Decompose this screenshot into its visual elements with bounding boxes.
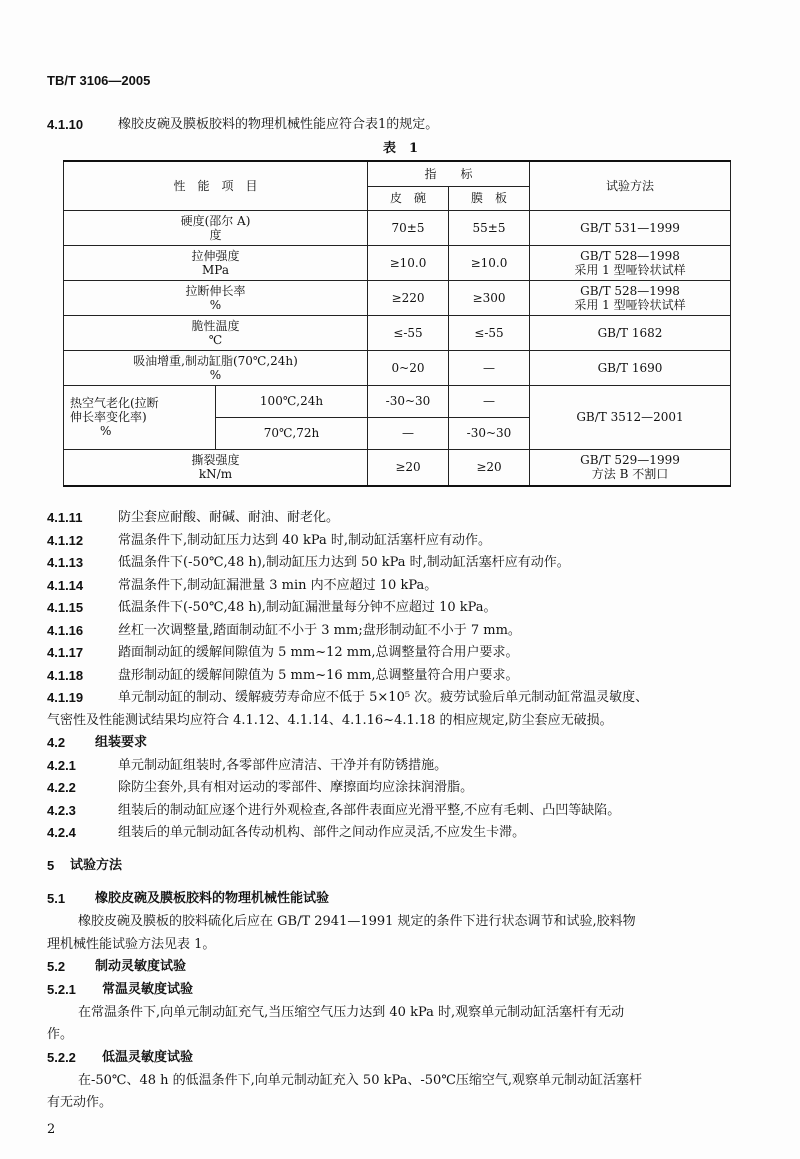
- unit: ℃: [208, 332, 223, 347]
- unit: kN/m: [198, 467, 233, 482]
- unit: %: [100, 424, 112, 438]
- paragraph: 在常温条件下,向单元制动缸充气,当压缩空气压力达到 40 kPa 时,观察单元制动缸活塞杆有无动: [78, 1005, 625, 1020]
- plate-value: -30~30: [449, 417, 530, 449]
- method: GB/T 3512—2001: [530, 385, 731, 449]
- clause-text: 防尘套应耐酸、耐碱、耐油、耐老化。: [118, 510, 340, 525]
- method: GB/T 1682: [597, 325, 663, 340]
- paragraph: 有无动作。: [47, 1095, 113, 1110]
- table-row: [64, 315, 731, 350]
- section-title: 橡胶皮碗及膜板胶料的物理机械性能试验: [95, 891, 330, 906]
- paragraph: 理机械性能试验方法见表 1。: [47, 937, 216, 952]
- cup-value: 0~20: [368, 350, 449, 385]
- clause-number: 4.1.18: [47, 668, 84, 683]
- section-title: 制动灵敏度试验: [95, 959, 187, 974]
- paragraph: 橡胶皮碗及膜板的胶料硫化后应在 GB/T 2941—1991 规定的条件下进行状态调节和试验,胶料物: [78, 914, 636, 929]
- table-row: [64, 210, 731, 245]
- unit: %: [209, 297, 222, 312]
- method: GB/T 529—1999: [580, 453, 680, 468]
- unit: 度: [209, 227, 222, 242]
- clause-text: 组装后的制动缸应逐个进行外观检查,各部件表面应光滑平整,不应有毛刺、凸凹等缺陷。: [118, 803, 621, 818]
- section-title: 低温灵敏度试验: [102, 1050, 194, 1065]
- standard-header: TB/T 3106—2005: [47, 73, 151, 88]
- section-title: 试验方法: [70, 858, 123, 873]
- section-number: 5.2.1: [47, 982, 76, 997]
- cup-value: —: [368, 417, 449, 449]
- header-plate: 膜 板: [449, 186, 530, 210]
- table-row: [64, 350, 731, 385]
- plate-value: —: [449, 350, 530, 385]
- cup-value: 70±5: [368, 210, 449, 245]
- clause-number: 4.1.19: [47, 690, 84, 705]
- item: 热空气老化(拉断: [70, 396, 159, 410]
- clause-number: 4.2.4: [47, 825, 76, 840]
- clause-text: 低温条件下(-50℃,48 h),制动缸压力达到 50 kPa 时,制动缸活塞杆应有动作。: [118, 555, 570, 570]
- unit: MPa: [202, 262, 229, 277]
- paragraph: 在-50℃、48 h 的低温条件下,向单元制动缸充入 50 kPa、-50℃压缩空气,观察单元制动缸活塞杆: [78, 1073, 642, 1088]
- plate-value: —: [449, 385, 530, 417]
- plate-value: ≥300: [449, 280, 530, 315]
- clause-text: 常温条件下,制动缸漏泄量 3 min 内不应超过 10 kPa。: [118, 578, 438, 593]
- table-row: [64, 449, 731, 486]
- clause-text: 单元制动缸的制动、缓解疲劳寿命应不低于 5×10⁵ 次。疲劳试验后单元制动缸常温灵敏度、: [118, 690, 649, 705]
- properties-table: [63, 160, 731, 487]
- header-index: 指 标: [368, 161, 530, 186]
- page-number: 2: [47, 1122, 56, 1137]
- cup-value: ≥220: [368, 280, 449, 315]
- section-title: 组装要求: [95, 735, 148, 750]
- clause-text: 组装后的单元制动缸各传动机构、部件之间动作应灵活,不应发生卡滞。: [118, 825, 526, 840]
- clause-text: 除防尘套外,具有相对运动的零部件、摩擦面均应涂抹润滑脂。: [118, 780, 474, 795]
- clause-text: 盘形制动缸的缓解间隙值为 5 mm~16 mm,总调整量符合用户要求。: [118, 668, 519, 683]
- clause-text: 常温条件下,制动缸压力达到 40 kPa 时,制动缸活塞杆应有动作。: [118, 533, 491, 548]
- clause-number: 4.1.10: [47, 117, 84, 132]
- unit: %: [209, 367, 222, 382]
- clause-number: 4.1.13: [47, 555, 84, 570]
- method: GB/T 531—1999: [580, 220, 680, 235]
- plate-value: 55±5: [449, 210, 530, 245]
- section-number: 5.2: [47, 959, 66, 974]
- condition: 70℃,72h: [216, 417, 368, 449]
- item: 撕裂强度: [191, 453, 240, 468]
- plate-value: ≤-55: [449, 315, 530, 350]
- header-item: 性 能 项 目: [64, 161, 368, 210]
- clause-text: 低温条件下(-50℃,48 h),制动缸漏泄量每分钟不应超过 10 kPa。: [118, 600, 497, 615]
- item: 硬度(邵尔 A): [180, 213, 251, 228]
- cup-value: ≤-55: [368, 315, 449, 350]
- clause-text: 气密性及性能测试结果均应符合 4.1.12、4.1.14、4.1.16~4.1.18 的相应规定,防尘套应无破损。: [47, 713, 613, 728]
- clause-text: 丝杠一次调整量,踏面制动缸不小于 3 mm;盘形制动缸不小于 7 mm。: [118, 623, 521, 638]
- section-number: 5.1: [47, 891, 66, 906]
- method: GB/T 528—1998: [580, 248, 680, 263]
- item: 拉断伸长率: [185, 283, 246, 298]
- clause-number: 4.1.15: [47, 600, 84, 615]
- cup-value: -30~30: [368, 385, 449, 417]
- clause-number: 4.1.12: [47, 533, 84, 548]
- header-method: 试验方法: [530, 161, 731, 210]
- item: 伸长率变化率): [70, 410, 147, 424]
- table-row: [64, 245, 731, 280]
- table-row: [64, 385, 731, 417]
- clause-text: 踏面制动缸的缓解间隙值为 5 mm~12 mm,总调整量符合用户要求。: [118, 645, 519, 660]
- item: 拉伸强度: [191, 248, 240, 263]
- item: 脆性温度: [191, 318, 240, 333]
- clause-number: 4.1.11: [47, 510, 83, 525]
- method: GB/T 528—1998: [580, 283, 680, 298]
- method-note: 采用 1 型哑铃状试样: [574, 297, 686, 312]
- method-note: 采用 1 型哑铃状试样: [574, 262, 686, 277]
- plate-value: ≥10.0: [449, 245, 530, 280]
- section-number: 4.2: [47, 735, 66, 750]
- clause-text: 橡胶皮碗及膜板胶料的物理机械性能应符合表1的规定。: [118, 117, 439, 132]
- item: 吸油增重,制动缸脂(70℃,24h): [133, 353, 298, 368]
- section-number: 5: [47, 858, 55, 873]
- method: GB/T 1690: [597, 360, 663, 375]
- clause-number: 4.1.17: [47, 645, 84, 660]
- cup-value: ≥20: [368, 449, 449, 486]
- clause-number: 4.1.16: [47, 623, 84, 638]
- condition: 100℃,24h: [216, 385, 368, 417]
- plate-value: ≥20: [449, 449, 530, 486]
- clause-text: 单元制动缸组装时,各零部件应清洁、干净并有防锈措施。: [118, 758, 448, 773]
- clause-number: 4.2.3: [47, 803, 76, 818]
- clause-number: 4.2.2: [47, 780, 76, 795]
- paragraph: 作。: [47, 1027, 74, 1042]
- header-cup: 皮 碗: [368, 186, 449, 210]
- cup-value: ≥10.0: [368, 245, 449, 280]
- clause-number: 4.2.1: [47, 758, 76, 773]
- section-number: 5.2.2: [47, 1050, 76, 1065]
- section-title: 常温灵敏度试验: [102, 982, 194, 997]
- table-caption: 表 1: [383, 141, 419, 156]
- table-row: [64, 280, 731, 315]
- clause-number: 4.1.14: [47, 578, 84, 593]
- method-note: 方法 B 不割口: [591, 467, 669, 482]
